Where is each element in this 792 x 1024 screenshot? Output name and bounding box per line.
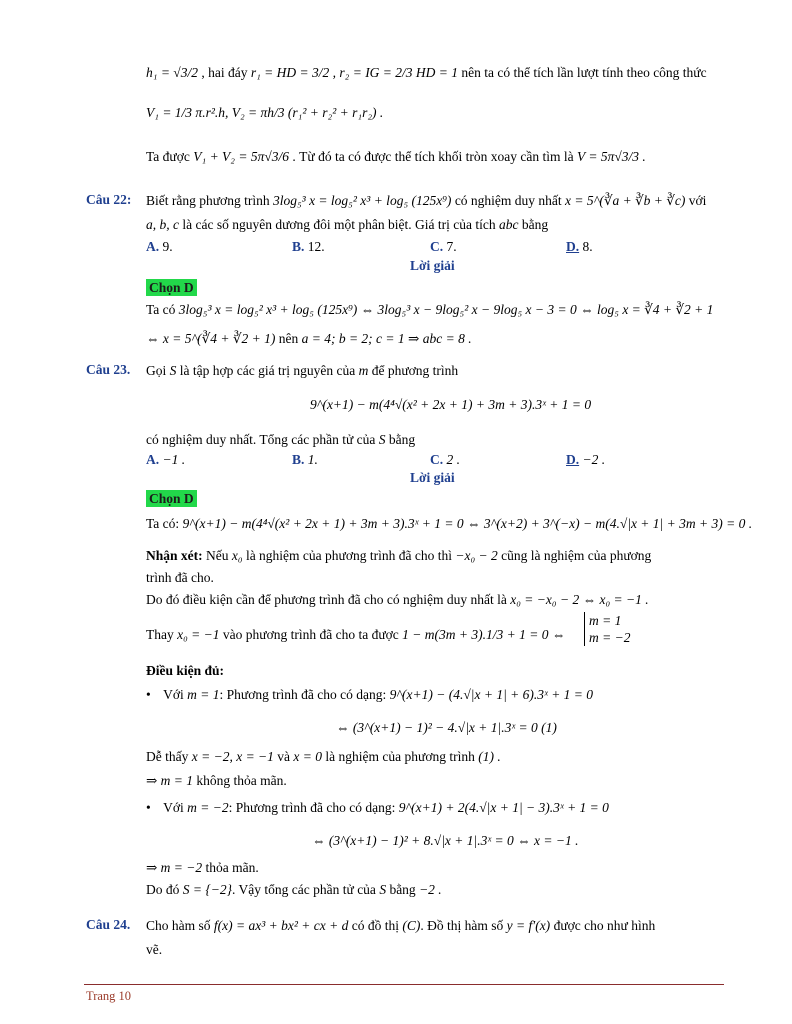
q22-option-d: [566, 238, 593, 256]
q23-s1-a: Ta có:: [146, 516, 180, 531]
q23-option-a: [146, 451, 185, 469]
q23-de-roots: x = −2, x = −1: [191, 749, 274, 764]
top-line-1: [146, 64, 707, 82]
radius-formula: r₁ = HD = 3/2 , r₂ = IG = 2/3 HD = 1: [250, 65, 459, 80]
q23-case-2: m = −2: [589, 630, 631, 645]
q22-sol1-a: Ta có: [146, 302, 176, 317]
q23-stem-c: để phương trình: [371, 363, 459, 378]
q23-observe-line: [146, 748, 501, 766]
q22-stem-c: với: [688, 193, 707, 208]
q22-loi-giai: Lời giải: [410, 258, 455, 273]
q22-stem-line1: [146, 192, 706, 210]
q23-implies1-line: [146, 772, 287, 790]
top-line-1-text: , hai đáy: [201, 65, 248, 80]
q23-s1-eq: 9^(x+1) − m(4⁴√(x² + 2x + 1) + 3m + 3).3ˣ + 1 = 0 ⇔ 3^(x+2) + 3^(−x) − m(4.√|x + 1| + 3m + 3) = 0 .: [182, 516, 753, 531]
q23-option-c-value: 2 .: [446, 452, 460, 467]
volume-result: V = 5π√3/3 .: [576, 149, 646, 164]
q22-stem-a: Biết rằng phương trình: [146, 193, 270, 208]
q23-label: Câu 23.: [86, 362, 131, 377]
q22-equation: 3log₅³ x = log₅² x³ + log₅ (125x⁹): [272, 193, 452, 208]
q22-sol2-text: nên: [278, 331, 299, 346]
q23-condition-text: Do đó điều kiện cần để phương trình đã cho có nghiệm duy nhất là: [146, 592, 507, 607]
q23-de-a: Dễ thấy: [146, 749, 189, 764]
q23-b2-m: m = −2: [187, 800, 229, 815]
q22-option-c-value: 7.: [446, 239, 457, 254]
q23-end-val: −2 .: [419, 882, 442, 897]
q23-case-1: m = 1: [589, 613, 622, 628]
q23-bullet1-eq2: [336, 719, 557, 737]
q24-stem-c: . Đồ thị hàm số: [420, 918, 504, 933]
q23-stem-line1: [146, 362, 458, 380]
top-line-1-tail: nên ta có thể tích lần lượt tính theo công thức: [461, 65, 707, 80]
q24-stem-d: được cho như hình: [553, 918, 656, 933]
q23-thay-a: Thay: [146, 627, 174, 642]
q22-stem-line2: [146, 216, 548, 234]
q23-option-a-value: −1 .: [162, 452, 186, 467]
q22-option-d-value: 8.: [582, 239, 593, 254]
q23-condition-eq: x₀ = −x₀ − 2 ⇔ x₀ = −1 .: [510, 592, 649, 607]
q23-loi-giai: Lời giải: [410, 470, 455, 485]
q23-remark-line2: trình đã cho.: [146, 570, 214, 585]
q23-thay-eq: 1 − m(3m + 3).1/3 + 1 = 0 ⇔: [402, 627, 566, 642]
q22-option-b-letter: B.: [292, 239, 305, 254]
q22-solution-form: x = 5^(∛a + ∛b + ∛c): [565, 193, 686, 208]
q24-graph-C: (C): [402, 918, 421, 933]
top-line-3-a: Ta được: [146, 149, 190, 164]
top-line-2: [146, 104, 383, 122]
q23-thay-x0: x₀ = −1: [177, 627, 220, 642]
h1-formula: h₁ = √3/2: [146, 65, 198, 80]
q23-b2-eq: 9^(x+1) + 2(4.√|x + 1| − 3).3ˣ + 1 = 0: [398, 800, 609, 815]
q23-imp2-text: thỏa mãn.: [205, 860, 259, 875]
q23-b1-b: : Phương trình đã cho có dạng:: [219, 687, 387, 702]
q23-line3-b: bằng: [388, 432, 416, 447]
q23-remark-neg: −x₀ − 2: [455, 548, 498, 563]
q23-remark-a: Nếu: [206, 548, 229, 563]
bullet-icon: •: [146, 687, 151, 702]
q23-option-c: [430, 451, 460, 469]
q23-imp2: ⇒ m = −2: [146, 860, 203, 875]
q24-function: f(x) = ax³ + bx² + cx + d: [213, 918, 349, 933]
q22-option-c: [430, 238, 457, 256]
q23-end-set: S = {−2}: [182, 882, 233, 897]
q23-option-d-value: −2 .: [582, 452, 606, 467]
q23-imp1-text: không thỏa mãn.: [196, 773, 287, 788]
q22-option-a-letter: A.: [146, 239, 160, 254]
q23-de-x0: x = 0: [293, 749, 323, 764]
q24-stem-a: Cho hàm số: [146, 918, 211, 933]
q23-b1-a: Với: [163, 687, 184, 702]
q23-bullet1-line: [146, 686, 593, 704]
q23-stem-a: Gọi: [146, 363, 167, 378]
q22-option-b: [292, 238, 325, 256]
page-number: Trang 10: [86, 989, 132, 1003]
q23-remark-b: là nghiệm của phương trình đã cho thì: [245, 548, 452, 563]
q22-sol2-eq: ⇔ x = 5^(∛4 + ∛2 + 1): [146, 331, 276, 346]
q24-derivative: y = f′(x): [506, 918, 551, 933]
q23-remark-c: cũng là nghiệm của phương: [501, 548, 652, 563]
q23-stem-b: là tập hợp các giá trị nguyên của: [179, 363, 356, 378]
q23-param-m: m: [358, 363, 369, 378]
q23-remark-line1: [146, 547, 651, 565]
q23-b2-eq2: ⇔ (3^(x+1) − 1)² + 8.√|x + 1|.3ˣ = 0 ⇔ x = −1 .: [312, 833, 579, 848]
q22-option-c-letter: C.: [430, 239, 444, 254]
volume-formulas: V₁ = 1/3 π.r².h, V₂ = πh/3 (r₁² + r₂² + r₁r₂) .: [146, 105, 384, 120]
q23-case-bracket: [584, 612, 630, 646]
q22-solution-line2: [146, 330, 472, 348]
q23-option-d-letter: D.: [566, 452, 580, 467]
q22-label: Câu 22:: [86, 192, 132, 207]
q23-stem-line3: [146, 431, 415, 449]
q23-end-c: bằng: [389, 882, 416, 897]
q22-solution-line1: [146, 301, 713, 319]
q23-bullet2-eq2: [312, 832, 579, 850]
top-line-3-b: . Từ đó ta có được thể tích khối tròn xoay cần tìm là: [292, 149, 574, 164]
q23-conclusion-line: [146, 881, 442, 899]
q22-option-d-letter: D.: [566, 239, 580, 254]
q23-end-S: S: [379, 882, 387, 897]
q23-option-b-value: 1.: [307, 452, 318, 467]
q22-sol2-res: a = 4; b = 2; c = 1 ⇒ abc = 8 .: [301, 331, 472, 346]
q22-stem-b: có nghiệm duy nhất: [454, 193, 562, 208]
q24-stem-b: có đồ thị: [351, 918, 400, 933]
q23-de-c: là nghiệm của phương trình: [325, 749, 475, 764]
q23-option-b: [292, 451, 318, 469]
footer-divider: [84, 984, 724, 985]
q23-remark-x0: x₀: [231, 548, 243, 563]
q22-option-a-value: 9.: [162, 239, 173, 254]
q22-line2-text: là các số nguyên dương đôi một phân biệt. Giá trị của tích: [182, 217, 496, 232]
q23-end-a: Do đó: [146, 882, 180, 897]
q23-option-a-letter: A.: [146, 452, 160, 467]
q23-set-S: S: [169, 363, 177, 378]
volume-sum: V₁ + V₂ = 5π√3/6: [193, 149, 290, 164]
q23-b2-b: : Phương trình đã cho có dạng:: [228, 800, 396, 815]
q23-bullet2-line: [146, 799, 609, 817]
q23-option-c-letter: C.: [430, 452, 444, 467]
q22-abc: abc: [499, 217, 519, 232]
q22-vars: a, b, c: [146, 217, 179, 232]
q24-label: Câu 24.: [86, 917, 131, 932]
q23-option-d: [566, 451, 605, 469]
q23-b1-m: m = 1: [187, 687, 220, 702]
q23-de-b: và: [277, 749, 291, 764]
q23-imp1: ⇒ m = 1: [146, 773, 194, 788]
q23-implies2-line: [146, 859, 259, 877]
q23-equation-text: 9^(x+1) − m(4⁴√(x² + 2x + 1) + 3m + 3).3ˣ + 1 = 0: [310, 397, 592, 412]
q22-line2-end: bằng: [521, 217, 549, 232]
q23-line3-a: có nghiệm duy nhất. Tổng các phần tử của: [146, 432, 376, 447]
q22-chon-badge: Chọn D: [146, 279, 197, 296]
bullet-icon: •: [146, 800, 151, 815]
q23-b1-eq2: ⇔ (3^(x+1) − 1)² − 4.√|x + 1|.3ˣ = 0 (1): [336, 720, 557, 735]
q23-remark-label: Nhận xét:: [146, 548, 203, 563]
q22-option-b-value: 12.: [307, 239, 325, 254]
q23-thay-b: vào phương trình đã cho ta được: [222, 627, 399, 642]
q23-equation: [310, 396, 591, 414]
q23-b2-a: Với: [163, 800, 184, 815]
q23-end-b: . Vậy tổng các phần tử của: [232, 882, 376, 897]
top-line-3: [146, 148, 646, 166]
q23-sufficient-heading: Điều kiện đủ:: [146, 663, 225, 678]
q23-line3-S: S: [378, 432, 386, 447]
q23-de-ref: (1) .: [478, 749, 501, 764]
q23-condition-line: [146, 591, 649, 609]
q23-option-b-letter: B.: [292, 452, 305, 467]
q24-stem-line1: [146, 917, 655, 935]
q23-sol-line1: [146, 515, 752, 533]
q22-option-a: [146, 238, 173, 256]
q24-stem-line2: vẽ.: [146, 942, 163, 957]
q23-substitute-line: [146, 626, 565, 644]
q23-b1-eq: 9^(x+1) − (4.√|x + 1| + 6).3ˣ + 1 = 0: [389, 687, 594, 702]
q22-sol1-eq: 3log₅³ x = log₅² x³ + log₅ (125x⁹) ⇔ 3log₅³ x − 9log₅² x − 9log₅ x − 3 = 0 ⇔ log₅ x = ∛4 + ∛2 + 1: [178, 302, 714, 317]
q23-chon-badge: Chọn D: [146, 490, 197, 507]
